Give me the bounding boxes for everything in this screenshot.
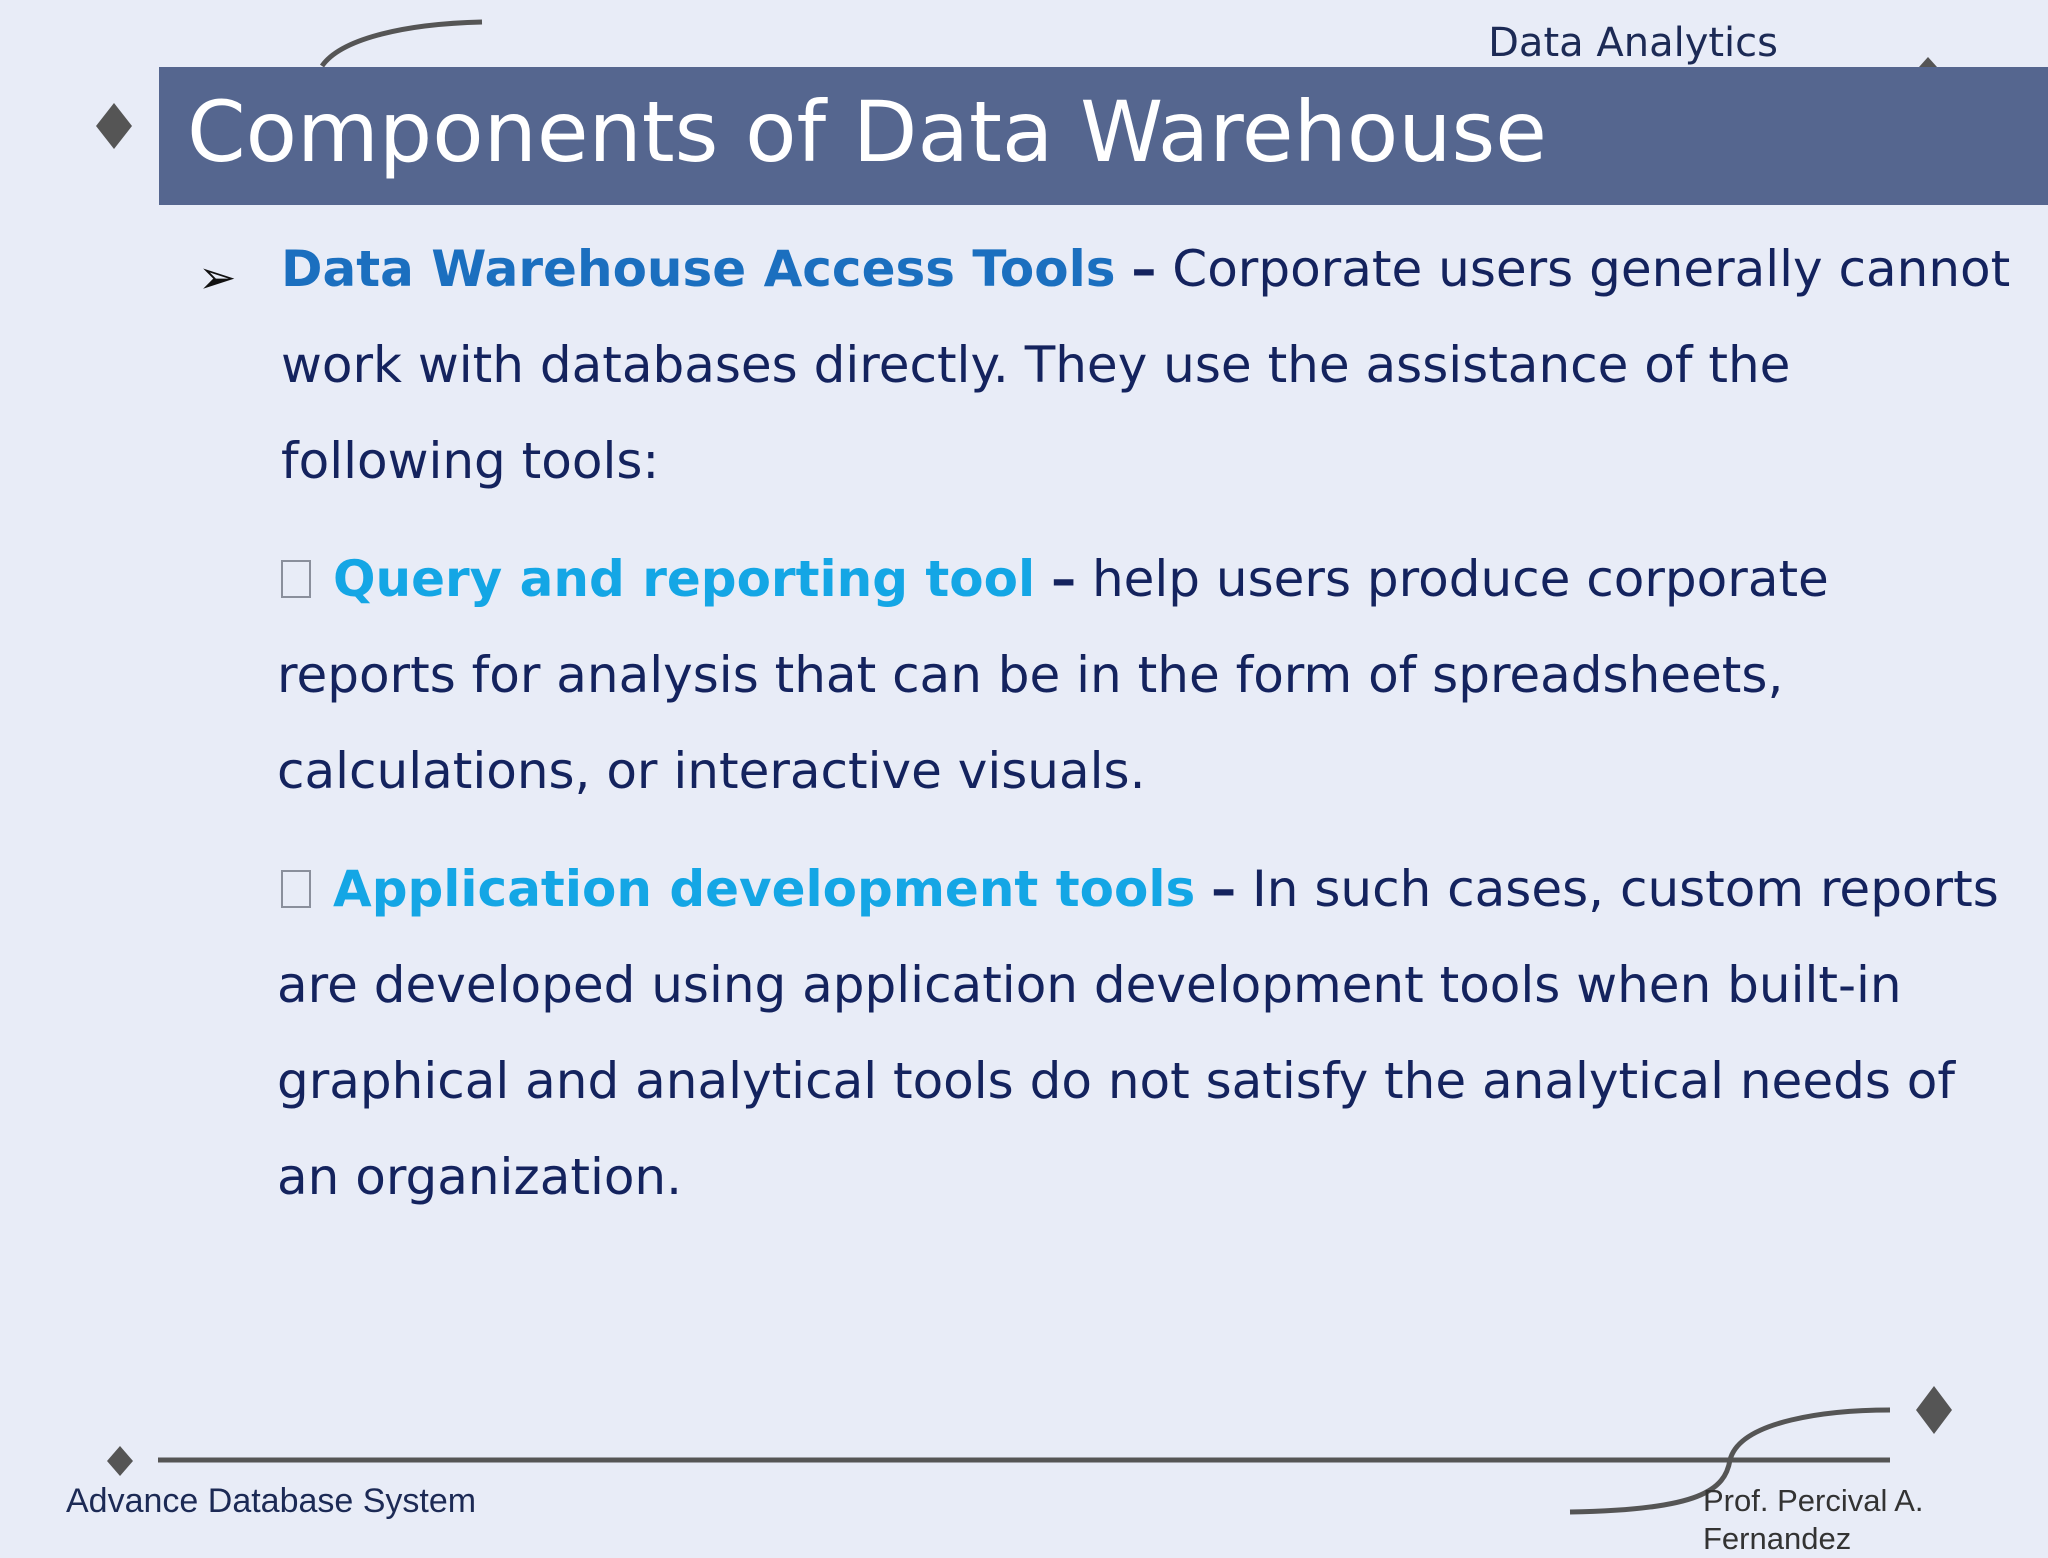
item-appdev-line-1: Application development tools – In such cases, custom reports — [281, 860, 1999, 918]
item-appdev-line-2: are developed using application development tools when built-in — [277, 956, 1902, 1014]
checkbox-icon — [281, 870, 311, 908]
item-query-line-2: reports for analysis that can be in the form of spreadsheets, — [277, 646, 1784, 704]
item-appdev-line-4: an organization. — [277, 1148, 683, 1206]
diamond-bottom-left — [107, 1446, 133, 1476]
intro-line-3: following tools: — [281, 432, 660, 490]
intro-line-2: work with databases directly. They use the assistance of the — [281, 336, 1791, 394]
intro-line-1: Data Warehouse Access Tools – Corporate users generally cannot — [281, 240, 2011, 298]
footer-course: Advance Database System — [66, 1482, 477, 1520]
item-query-line-3: calculations, or interactive visuals. — [277, 742, 1146, 800]
top-swoosh — [322, 22, 482, 66]
diamond-bottom-right — [1916, 1386, 1952, 1434]
checkbox-icon — [281, 560, 311, 598]
footer-author — [1703, 1482, 2003, 1558]
footer-author-line-2: Fernandez — [1703, 1521, 1852, 1556]
footer-author-line-1: Prof. Percival A. — [1703, 1483, 1924, 1518]
intro-term: Data Warehouse Access Tools — [281, 240, 1116, 298]
course-label: Data Analytics — [1488, 20, 1778, 66]
title-bar — [159, 67, 2048, 205]
diamond-left — [96, 103, 132, 149]
item-appdev-line-3: graphical and analytical tools do not satisfy the analytical needs of — [277, 1052, 1955, 1110]
slide-title: Components of Data Warehouse — [187, 83, 1547, 181]
diamond-top-right — [1919, 57, 1937, 67]
item-query-line-1: Query and reporting tool – help users produce corporate — [281, 550, 1829, 608]
item-query-term: Query and reporting tool — [333, 550, 1036, 608]
arrow-bullet-icon: ➢ — [198, 250, 237, 304]
item-appdev-term: Application development tools — [333, 860, 1196, 918]
